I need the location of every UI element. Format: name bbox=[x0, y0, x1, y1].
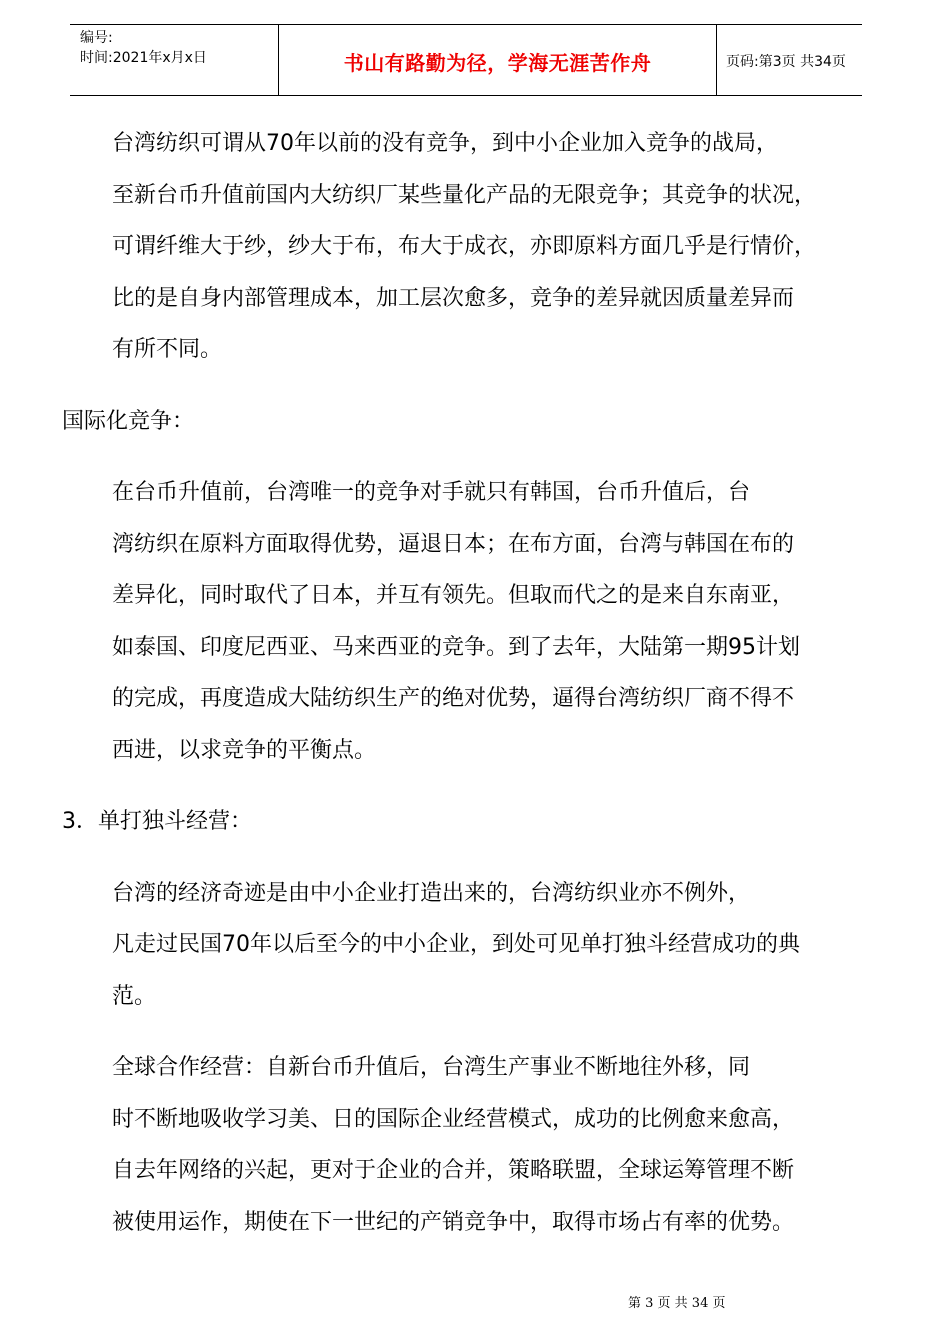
text-line: 差异化，同时取代了日本，并互有领先。但取而代之的是来自东南亚， bbox=[112, 583, 795, 608]
text-line: 自去年网络的兴起，更对于企业的合并，策略联盟，全球运筹管理不断 bbox=[112, 1158, 795, 1183]
text-line: 被使用运作，期使在下一世纪的产销竞争中，取得市场占有率的优势。 bbox=[112, 1209, 795, 1235]
text-line: 全球合作经营：自新台币升值后，台湾生产事业不断地往外移，同 bbox=[112, 1055, 751, 1080]
text-line: 如泰国、印度尼西亚、马来西亚的竞争。到了去年，大陆第一期95计划 bbox=[112, 634, 800, 660]
page-footer-number: 第 3 页 共 34 页 bbox=[628, 1296, 726, 1311]
text-line: 比的是自身内部管理成本，加工层次愈多，竞争的差异就因质量差异而 bbox=[112, 285, 795, 311]
text-line: 台湾的经济奇迹是由中小企业打造出来的，台湾纺织业亦不例外， bbox=[112, 880, 751, 906]
text-line: 可谓纤维大于纱，纱大于布，布大于成衣，亦即原料方面几乎是行情价， bbox=[112, 234, 817, 259]
heading-international-competition bbox=[62, 396, 882, 448]
document-number-label: 编号: bbox=[80, 30, 113, 46]
paragraph-textile-competition bbox=[62, 118, 882, 376]
text-line: 有所不同。 bbox=[112, 337, 223, 362]
header-page-cell bbox=[716, 25, 862, 95]
text-line: 时不断地吸收学习美、日的国际企业经营模式，成功的比例愈来愈高， bbox=[112, 1106, 795, 1132]
text-line: 至新台币升值前国内大纺织厂某些量化产品的无限竞争；其竞争的状况， bbox=[112, 182, 817, 208]
text-line: 凡走过民国70年以后至今的中小企业，到处可见单打独斗经营成功的典 bbox=[112, 932, 800, 957]
header-page-number: 页码:第3页 共34页 bbox=[726, 54, 846, 70]
text-line: 3．单打独斗经营： bbox=[62, 809, 252, 834]
heading-solo-operation bbox=[62, 796, 882, 848]
text-line: 范。 bbox=[112, 983, 157, 1009]
text-line: 的完成，再度造成大陆纺织生产的绝对优势，逼得台湾纺织厂商不得不 bbox=[112, 686, 795, 711]
header-motto: 书山有路勤为径，学海无涯苦作舟 bbox=[343, 51, 652, 75]
text-line: 台湾纺织可谓从70年以前的没有竞争，到中小企业加入竞争的战局， bbox=[112, 131, 778, 156]
text-line: 国际化竞争： bbox=[62, 408, 195, 434]
header-motto-cell bbox=[278, 25, 717, 95]
document-body bbox=[62, 118, 882, 1268]
header-info-cell bbox=[70, 25, 278, 95]
document-time-label: 时间:2021年x月x日 bbox=[80, 50, 207, 66]
paragraph-solo-operation bbox=[62, 868, 882, 1023]
text-line: 湾纺织在原料方面取得优势，逼退日本；在布方面，台湾与韩国在布的 bbox=[112, 531, 795, 557]
paragraph-international-competition bbox=[62, 467, 882, 776]
text-line: 西进，以求竞争的平衡点。 bbox=[112, 737, 377, 763]
paragraph-global-cooperation bbox=[62, 1042, 882, 1248]
page-header bbox=[70, 24, 862, 96]
text-line: 在台币升值前，台湾唯一的竞争对手就只有韩国，台币升值后，台 bbox=[112, 480, 751, 505]
